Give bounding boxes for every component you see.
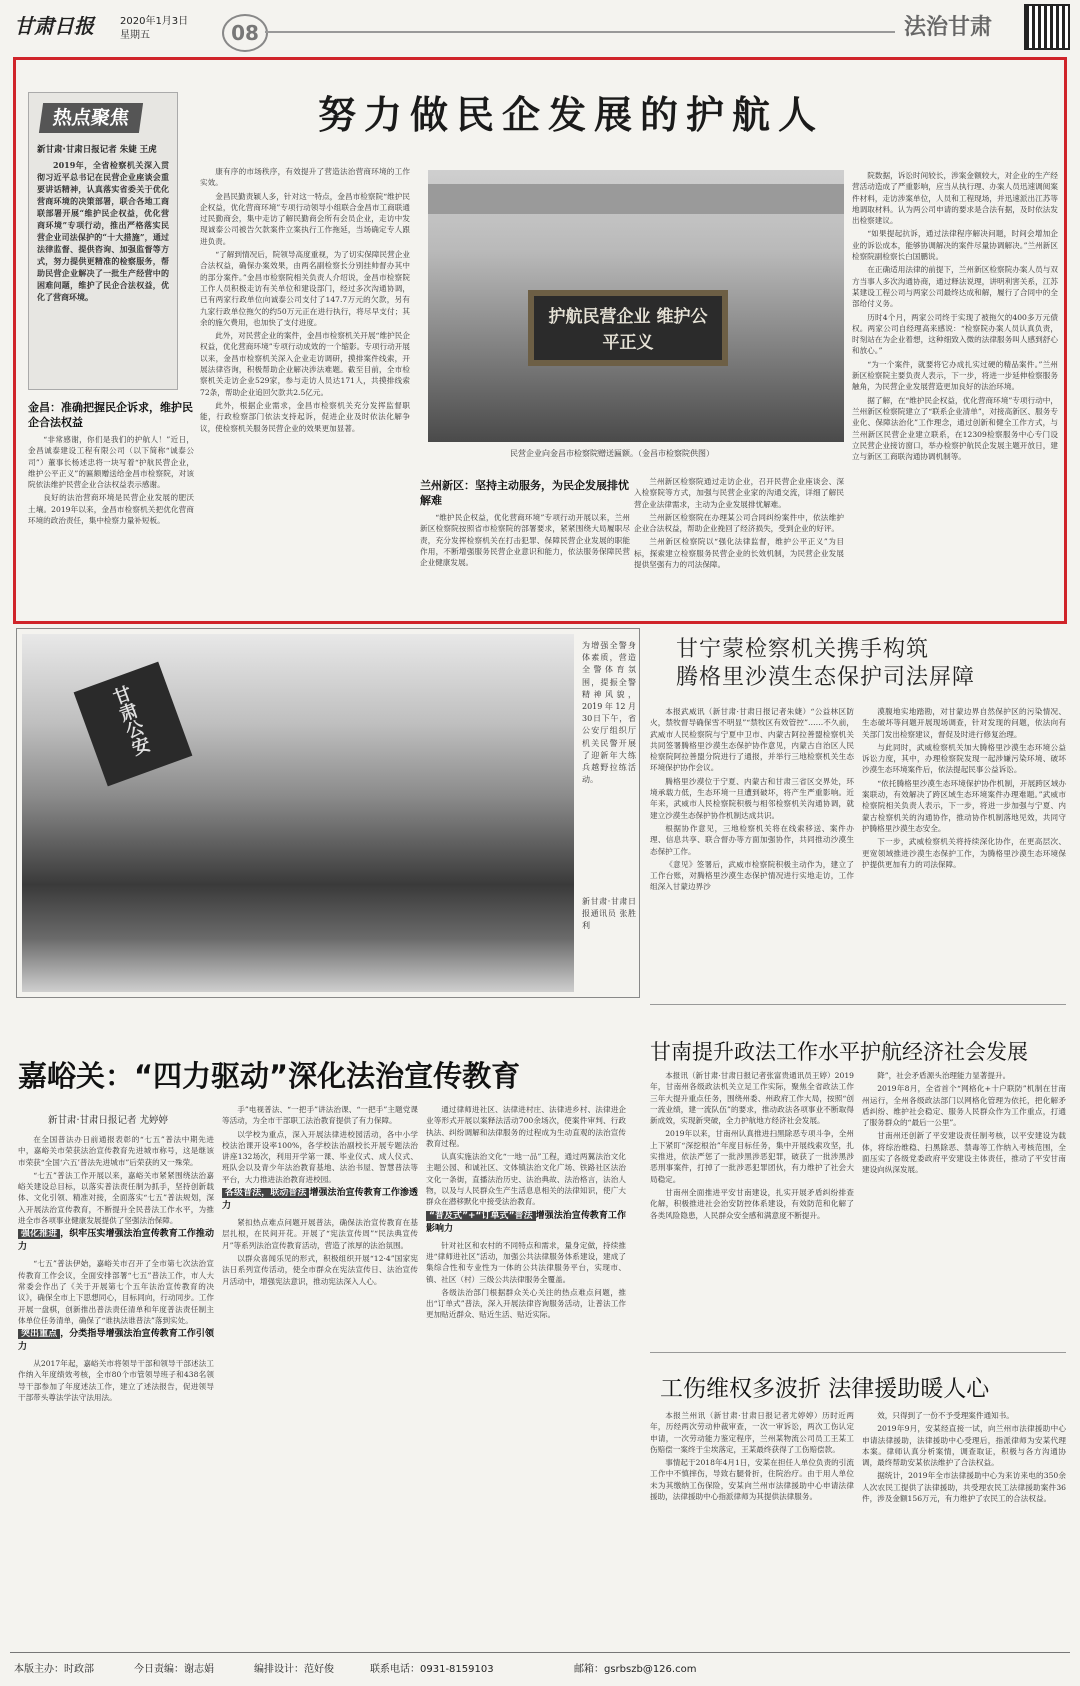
paragraph: 与此同时，武威检察机关加大腾格里沙漠生态环境公益诉讼力度，其中，办理检察院发现一起涉嫌污染环境、破坏沙漠生态环境案件后，依法提起民事公益诉讼。 — [862, 742, 1066, 775]
jiayuguan-subhead-3 — [222, 1187, 418, 1213]
subhead-text: ，织牢压实增强法治宣传教育工作推动力 — [18, 1229, 214, 1253]
paragraph: 2019年8月，全省首个“网格化+十户联防”机制在甘南州运行，全州各级政法部门以网格化管理为依托，把化解矛盾纠纷、维护社会稳定、服务人民群众作为工作重点，打通了服务群众的“最后一公里”。 — [862, 1084, 1066, 1128]
gannan-col-right — [862, 1070, 1066, 1346]
paragraph: 2019年以来，甘南州认真推进扫黑除恶专项斗争，全州上下紧盯“深挖根治”年度目标任务，集中开展线索攻坚，扎实推进，依法严惩了一批涉黑涉恶犯罪，破获了一批涉黑涉恶刑事案件，打掉了一批涉恶犯罪团伙，有力维护了社会大局稳定。 — [650, 1129, 854, 1184]
masthead — [0, 0, 1080, 56]
paragraph: 以学校为重点，深入开展法律进校园活动，各中小学校法治课开设率100%，各学校法治副校长开展专题法治讲座132场次，利用开学第一课、毕业仪式、成人仪式、班队会以及青少年法治教育基地、法治书屋、智慧普法等平台，大力推进法治教育进校园。 — [222, 1129, 418, 1184]
lead-col2 — [200, 166, 410, 618]
paragraph: 腾格里沙漠位于宁夏、内蒙古和甘肃三省区交界处，环境承载力低，生态环境一旦遭到破坏，将产生严重影响。近年来，武威市人民检察院积极与相邻检察机关沟通协调，就建立沙漠生态保护协作机制达成共识。 — [650, 776, 854, 820]
jiayuguan-col2 — [222, 1104, 418, 1644]
masthead-rule — [265, 31, 895, 33]
plaque-text: 护航民营企业 维护公平正义 — [548, 307, 708, 353]
paragraph: 认真实施法治文化“一地一品”工程，通过两翼法治文化主题公园、和诚社区、文体镇法治文化广场、铁路社区法治文化一条街，直播法治历史、法治典故、法治格言，法治人物，以及与人民群众生产生活息息相关的法律知识，使广大群众在潜移默化中接受法治教育。 — [426, 1152, 626, 1207]
paragraph: 漠腹地实地踏勘，对甘蒙边界自然保护区的污染情况、生态破坏等问题开展现场调查，针对发现的问题，依法向有关部门发出检察建议，督促及时进行修复治理。 — [862, 707, 1066, 739]
tengger-headline-line1: 甘宁蒙检察机关携手构筑 — [676, 637, 930, 662]
paragraph: 下一步，武威检察机关将持续深化协作，在更高层次、更宽领域推进沙漠生态保护工作，为腾格里沙漠生态环境保护提供更加有力的司法保障。 — [862, 837, 1066, 869]
paragraph: 各级法治部门根据群众关心关注的热点难点问题，推出“订单式”普法，深入开展法律咨询服务活动，让普法工作更加贴近群众、贴近生活、贴近实际。 — [426, 1287, 626, 1320]
paragraph: 金昌民勤责颖人多，针对这一特点，金昌市检察院“维护民企权益，优化营商环境”专项行动领导小组联合金昌市工商联通过民勤商会，集中走访了解民勤商会所有会员企业，走访中发现诚泰公司被告欠款案件立案执行工作拖延，当场确定专人跟进负责。 — [200, 191, 410, 246]
paragraph: 以群众喜闻乐见的形式，积极组织开展“12·4”国家宪法日系列宣传活动，使全市群众在宪法宣传日、法治宣传月活动中，增强宪法意识，推动宪法深入人心。 — [222, 1253, 418, 1286]
gannan-headline: 甘南提升政法工作水平护航经济社会发展 — [650, 1040, 1028, 1064]
photo-plaque — [528, 290, 728, 366]
lead-photo-caption: 民营企业向金昌市检察院赠送匾额。（金昌市检察院供图） — [510, 449, 714, 458]
paragraph: 《意见》签署后，武威市检察院积极主动作为，建立了工作台账，对腾格里沙漠生态保护情况进行实地走访，工作组深入甘蒙边界沙 — [650, 859, 854, 892]
paragraph: 兰州新区检察院以“强化法律监督，维护公平正义”为目标，探索建立检察服务民营企业的长效机制，为民营企业发展提供坚强有力的司法保障。 — [634, 537, 844, 570]
paragraph: 降”，社会矛盾源头治理能力显著提升。 — [877, 1071, 1011, 1080]
highlight-tag: “普及式”+“订单式”普法 — [426, 1211, 536, 1221]
labor-col-left — [650, 1410, 854, 1644]
subhead-text: ，分类指导增强法治宣传教育工作引领力 — [18, 1329, 214, 1353]
lead-subhead-lanzhou: 兰州新区：坚持主动服务，为民企发展排忧解难 — [420, 479, 629, 507]
paragraph: 此外，对民营企业的案件，金昌市检察机关开展“维护民企权益，优化营商环境”专项行动成效的一个缩影。专项行动开展以来，金昌市检察机关深入企业走访调研，摸排案件线索，开展法律咨询，积极帮助企业解决涉法难题。截至目前，全市检察机关走访企业529家，参与走访人员达171人，共摸排线索72条，帮助企业追回欠款共2.5亿元。 — [200, 331, 410, 397]
paragraph: “七五”普法工作开展以来，嘉峪关市紧紧围绕法治嘉峪关建设总目标，以落实普法责任制为抓手，坚持创新载体、文化引领、精准对接，全面落实“七五”普法规划，深入开展法治宣传教育，不断提升全民普法工作水平，为推进全市各项事业健康发展提供了坚强法治保障。 — [18, 1170, 214, 1226]
paragraph: 紧扣热点难点问题开展普法，确保法治宣传教育在基层扎根，在民间开花。开展了“宪法宣传周”“民法典宣传月”等系列法治宣传教育活动，营造了浓厚的法治氛围。 — [222, 1218, 418, 1250]
page-number: 08 — [222, 14, 268, 52]
police-photo — [22, 634, 574, 992]
paragraph: 据统计，2019年全市法律援助中心为来访来电的350余人次农民工提供了法律援助，共受理农民工法律援助案件36件，涉及金额156万元，有力维护了农民工的合法权益。 — [862, 1471, 1066, 1504]
paragraph: 效，只得到了一份不予受理案件通知书。 — [877, 1411, 1014, 1420]
flag-banner-text: 甘肃公安 — [108, 683, 153, 759]
lead-col3 — [420, 512, 630, 608]
paragraph: “为一个案件，就要将它办成扎实过硬的精品案件。”兰州新区检察院主要负责人表示，下一步，将进一步延伸检察服务触角，为民营企业发展营造更加良好的法治环境。 — [852, 359, 1058, 392]
paragraph: 良好的法治营商环境是民营企业发展的肥沃土壤。2019年以来，金昌市检察机关把优化营商环境的政治责任，集中检察力量补短板。 — [28, 493, 194, 526]
police-photo-caption: 为增强全警身体素质，营造全警体育氛围，提振全警精神风貌，2019年12月30日下午，省公安厅组织厅机关民警开展了迎新年大练兵越野拉练活动。 — [582, 641, 636, 785]
paragraph: 此外，根据企业需求，金昌市检察机关充分发挥监督职能，行政检察部门依法支持起诉，促进企业及时依法化解争议，使检察机关服务民营企业的效果更加显著。 — [200, 400, 410, 433]
hotspot-intro: 2019年，全省检察机关深入贯彻习近平总书记在民营企业座谈会重要讲话精神，认真落实省委关于优化营商环境的决策部署，联合各地工商联部署开展“维护民企权益，优化营商环境”专项行动，推出严格落实民营企业司法保护的“十大措施”，通过法律监督、提供咨询、加强监督等方式，努力提供更精准的检察服务，帮助民营企业解决了一批生产经营中的困难问题，维护了民企合法权益，优化了营商环境。 — [37, 160, 169, 302]
jiayuguan-col3 — [426, 1104, 626, 1644]
paragraph: 在正确适用法律的前提下，兰州新区检察院办案人员与双方当事人多次沟通协商，通过释法说理，讲明利害关系，江苏某建设工程公司与两家公司最终达成和解，履行了合同中的全部给付义务。 — [852, 265, 1058, 309]
highlight-tag: 强化推进 — [18, 1229, 60, 1239]
footer-designer: 编排设计：范好俊 — [254, 1664, 334, 1675]
issue-weekday: 星期五 — [120, 30, 150, 41]
paragraph: 在全国普法办日前通报表彰的“七五”普法中期先进中，嘉峪关市荣获法治宣传教育先进城市称号，这是继该市荣获“全国‘六五’普法先进城市”后荣获的又一殊荣。 — [18, 1135, 214, 1167]
paragraph: “如果提起抗诉，通过法律程序解决问题，时间会增加企业的诉讼成本，能够协调解决的案件尽量协调解决。”兰州新区检察院副检察长白国鹏说。 — [852, 229, 1058, 262]
jiayuguan-subhead-2 — [18, 1328, 214, 1354]
paragraph: “七五”普法伊始，嘉峪关市召开了全市第七次法治宣传教育工作会议，全面安排部署“七五”普法工作，市人大常委会作出了《关于开展第七个五年法治宣传教育的决议》，确保全市上下思想同心，目标同向，行动同步。工作开展一盘棋，创新推出普法责任清单和年度普法责任制主体单位任务清单，确保了“谁执法谁普法”落到实处。 — [18, 1259, 214, 1325]
newspaper-logo: 甘肃日报 — [14, 14, 94, 38]
paragraph: “依托腾格里沙漠生态环境保护协作机制，开展跨区域办案联动，有效解决了跨区域生态环境案件办理难题。”武威市检察院相关负责人表示，下一步，将进一步加强与宁夏、内蒙古检察机关的沟通协作，推动协作机制落地见效，共同守护腾格里沙漠生态安全。 — [862, 778, 1066, 833]
paragraph: 甘南州还创新了平安建设责任制考核，以平安建设为载体，将综治维稳、扫黑除恶、禁毒等工作纳入考核范围，全面压实了各级党委政府平安建设主体责任，推动了平安甘南建设向纵深发展。 — [862, 1131, 1066, 1175]
photo-backdrop-banner — [428, 184, 844, 214]
footer-rule — [10, 1652, 1070, 1653]
divider-right-2 — [650, 1352, 1066, 1353]
jiayuguan-subhead-1 — [18, 1228, 214, 1254]
issue-date: 2020年1月3日 — [120, 16, 189, 27]
lead-sub2-wrap — [420, 476, 630, 608]
lead-col5 — [852, 170, 1058, 616]
footer-duty-editor: 今日责编：谢志娟 — [134, 1664, 214, 1675]
paragraph: 通过律师进社区、法律进村庄、法律进乡村、法律进企业等形式开展以案释法活动700余场次，使案件审判、行政执法、纠纷调解和法律服务的过程成为生动直观的法治宣传教育过程。 — [426, 1105, 626, 1148]
paragraph: 本报讯（新甘肃·甘肃日报记者张富贵通讯员王婷）2019年，甘南州各级政法机关立足工作实际，聚焦全省政法工作三年大提升重点任务，围绕州委、州政府工作大局，按照“创一流业绩，建一流队伍”的要求，推动政法各项事业不断取得新成效，实现新突破，全力护航地方经济社会发展。 — [650, 1071, 854, 1126]
paragraph: 事情起于2018年4月1日，安某在担任人单位负责的引流工作中不慎摔伤，导致右腿骨折，住院治疗。由于用人单位未为其缴纳工伤保险，安某向兰州市法律援助中心申请法律援助，法律援助中心指派律师为其提供法律服务。 — [650, 1458, 854, 1502]
labor-headline: 工伤维权多波折 法律援助暖人心 — [660, 1376, 990, 1402]
paragraph: “非常感谢，你们是我们的护航人！”近日，金昌诚泰建设工程有限公司（以下简称“诚泰公司”）董事长杨述忠将一块写着“护航民营企业，维护公平正义”的匾额赠送给金昌市检察院，对该院依法维护民营企业合法权益表示感谢。 — [28, 435, 194, 490]
subhead-text: 增强法治宣传教育工作影响力 — [426, 1210, 626, 1234]
paragraph: 兰州新区检察院在办理某公司合同纠纷案件中，依法维护企业合法权益，帮助企业挽回了经济损失，受到企业的好评。 — [634, 512, 844, 534]
paragraph: 本报武威讯（新甘肃·甘肃日报记者朱婕）“公益林区防火，禁牧督导确保雪不明显”“禁牧区有效管控”……不久前，武威市人民检察院与宁夏中卫市、内蒙古阿拉善盟检察机关共同签署腾格里沙漠生态保护协作意见，内蒙古自治区人民检察院阿拉善盟分院进行了通报，并举行三地检察机关生态环境保护协作会议。 — [650, 707, 854, 773]
lead-col4 — [634, 476, 844, 616]
paragraph: 兰州新区检察院通过走访企业，召开民营企业座谈会、深入检察院等方式，加强与民营企业家的沟通交流，详细了解民营企业法律需求，主动为企业发展排忧解难。 — [634, 477, 844, 509]
lead-subhead-jinchang: 金昌：准确把握民企诉求，维护民企合法权益 — [28, 401, 193, 429]
highlight-tag: 各级普法，联动普法 — [222, 1188, 309, 1198]
tengger-col-left — [650, 706, 854, 996]
section-title: 法治甘肃 — [904, 15, 993, 40]
lead-col1 — [28, 434, 194, 612]
qr-code-icon — [1026, 6, 1068, 48]
footer-phone: 联系电话：0931-8159103 — [370, 1664, 494, 1675]
tengger-headline-line2: 腾格里沙漠生态保护司法屏障 — [676, 665, 976, 690]
footer-editor: 本版主办：时政部 — [14, 1664, 94, 1675]
footer-email[interactable]: 邮箱：gsrbszb@126.com — [574, 1664, 697, 1675]
paragraph: 甘南州全面推进平安甘南建设，扎实开展矛盾纠纷排查化解，积极推进社会治安防控体系建设，有效防范和化解了各类风险隐患，人民群众安全感和满意度不断提升。 — [650, 1187, 854, 1220]
highlight-tag: 突出重点 — [18, 1329, 60, 1339]
jiayuguan-headline: 嘉峪关：“四力驱动”深化法治宣传教育 — [18, 1059, 521, 1093]
police-photo-credit: 新甘肃·甘肃日报通讯员 张胜利 — [582, 897, 636, 931]
paragraph: 康有序的市场秩序，有效提升了营造法治营商环境的工作实效。 — [200, 167, 410, 188]
lead-photo — [428, 170, 844, 442]
jiayuguan-subhead-4 — [426, 1210, 626, 1236]
paragraph: 2019年9月，安某经直接一试，向兰州市法律援助中心申请法律援助，法律援助中心受理后，指派律师为安某代理本案。律师认真分析案情，调查取证，积极与各方沟通协调，最终帮助安某依法维护了合法权益。 — [862, 1424, 1066, 1468]
lead-headline: 努力做民企发展的护航人 — [318, 93, 825, 137]
paragraph: “了解到情况后，院领导高度重视，为了切实保障民营企业合法权益，确保办案效果，由两名副检察长分别挂帅督办其中的部分案件。”金昌市检察院相关负责人介绍说，金昌市检察院工作人员积极走访有关单位和建设部门，经过多次沟通协调，已有两家行政单位向诚泰公司支付了147.7万元的欠款，另有九家行政单位拖欠的约50万元正在进行执行，将尽早支付；其余的施欠费用，也加快了支付进度。 — [200, 250, 410, 327]
lead-sub1-wrap — [28, 398, 194, 612]
subhead-text: 增强法治宣传教育工作渗透力 — [222, 1188, 418, 1212]
labor-col-right — [862, 1410, 1066, 1644]
paragraph: 根据协作意见，三地检察机关将在线索移送、案件办理、信息共享、联合督办等方面加强协作，共同推动沙漠生态保护工作。 — [650, 823, 854, 856]
paragraph: 针对社区和农村的不同特点和需求，量身定做，持续推进“律师进社区”活动，加强公共法律服务体系建设，建成了集综合性和专业性为一体的公共法律服务平台，实现市、镇、社区（村）三级公共法律服务全覆盖。 — [426, 1240, 626, 1284]
tengger-col-right — [862, 706, 1066, 996]
jiayuguan-col1 — [18, 1134, 214, 1644]
paragraph: 院数据，诉讼时间较长，涉案金额较大，对企业的生产经营活动造成了严重影响，应当从执行理、办案人员迅速调阅案件材料，走访涉案单位，人员和工程现场，并迅速派出江苏等地调取材料。认为两公司申请的要求是合法有据，及时依法发出检察建议。 — [852, 171, 1058, 226]
paragraph: “维护民企权益，优化营商环境”专项行动开展以来，兰州新区检察院按照省市检察院的部署要求，紧紧围绕大局履职尽责，充分发挥检察机关在打击犯罪、保障民营企业发展的职能作用，不断增强服务民营企业意识和能力，依法服务保障民营企业健康发展。 — [420, 513, 630, 568]
jiayuguan-byline: 新甘肃·甘肃日报记者 尤婷婷 — [48, 1115, 169, 1126]
paragraph: 本报兰州讯（新甘肃·甘肃日报记者尤婷婷）历时近两年，历经两次劳动仲裁审查，一次一审诉讼，两次工伤认定申请，一次劳动能力鉴定程序，兰州某物流公司员工王某工伤赔偿一案终于尘埃落定，王某最终获得了工伤赔偿款。 — [650, 1411, 854, 1454]
hotspot-box — [28, 92, 178, 390]
hotspot-byline: 新甘肃·甘肃日报记者 朱婕 王虎 — [37, 145, 157, 155]
hotspot-box-title: 热点聚焦 — [39, 103, 143, 133]
paragraph: 据了解，在“维护民企权益，优化营商环境”专项行动中，兰州新区检察院建立了“联系企业清单”，对接高新区、服务专业化、保障法治化”工作理念，通过创新和健全工作方式，与兰州新区民营企业建立联系，在12309检察服务中心专门设立民营企业接访窗口，举办检察护航民企发展主题开放日，建立与新区工商联沟通协调机制等。 — [852, 395, 1058, 462]
paragraph: 从2017年起，嘉峪关市将领导干部和领导干部述法工作纳入年度绩效考核，全市80个市管领导班子和438名领导干部参加了年度述法工作，建立了述法报告，促进领导干部带头尊法学法守法用法。 — [18, 1359, 214, 1403]
gannan-col-left — [650, 1070, 854, 1346]
paragraph: 历时4个月，两家公司终于实现了被拖欠的400多万元债权。两家公司自经理高来感说：“检察院办案人员认真负责，时刻站在为企业着想，这种细致入微的法律服务叫人感到舒心和放心。” — [852, 312, 1058, 356]
paragraph: 手”电视普法、“一把手”讲法治课、“一把手”主题党课等活动，为全市干部职工法治教育提供了有力保障。 — [222, 1105, 418, 1126]
flag-banner — [74, 662, 193, 787]
divider-right — [650, 1004, 1066, 1005]
